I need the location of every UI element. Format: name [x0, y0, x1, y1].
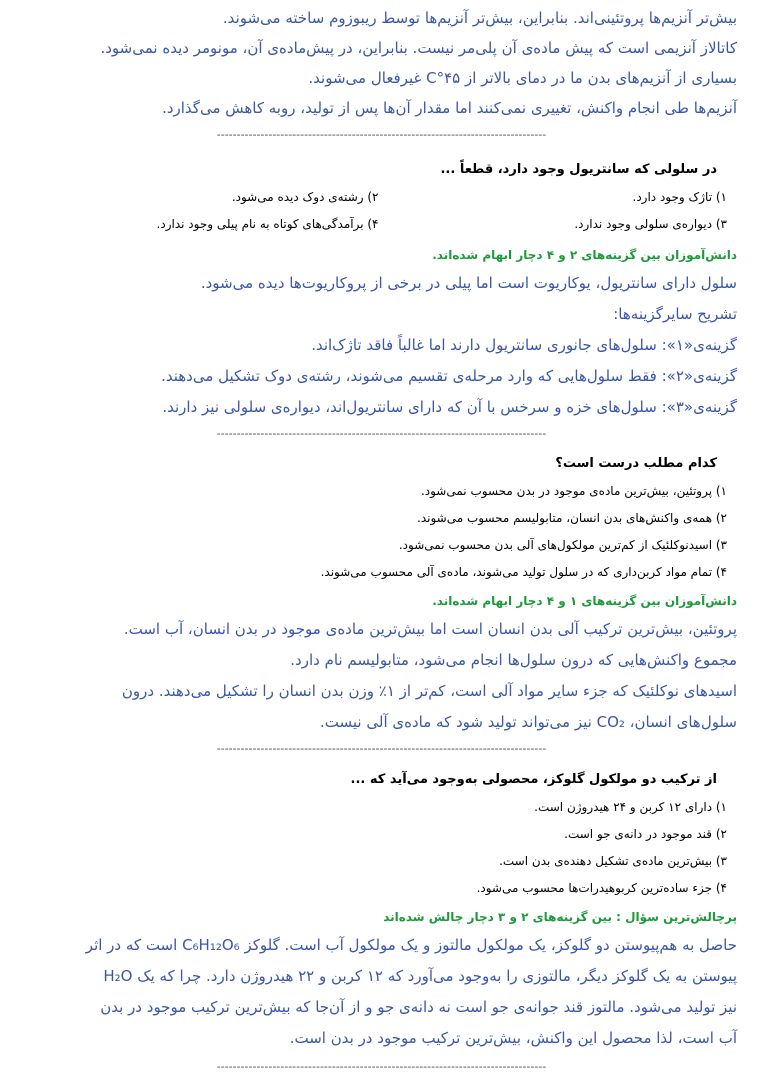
explanation-line: سلول دارای سانتریول، یوکاریوت است اما پیلی در برخی از پروکاریوت‌ها دیده می‌شود. [200, 274, 737, 292]
separator: ----------------------------------------------------------------------------------- [216, 1060, 547, 1073]
explanation-line: حاصل به هم‌پیوستن دو گلوکز، یک مولکول مالتوز و یک مولکول آب است. گلوکز C₆H₁₂O₆ است که در اثر [85, 936, 737, 954]
option-item: ۱) دارای ۱۲ کربن و ۲۴ هیدروژن است. [534, 800, 727, 814]
options-list [30, 794, 737, 902]
intro-line: کاتالاز آنزیمی است که پیش ماده‌ی آن پلی‌مر نیست. بنابراین، در پیش‌ماده‌ی آن، مونومر دیده نمی‌شود. [100, 39, 737, 57]
intro-line: بیش‌تر آنزیم‌ها پروتئینی‌اند. بنابراین، بیش‌تر آنزیم‌ها توسط ریبوزوم ساخته می‌شوند. [222, 9, 737, 27]
explanation-line: آب است، لذا محصول این واکنش، بیش‌ترین ترکیب موجود در بدن است. [289, 1029, 737, 1047]
question-3 [30, 768, 737, 1054]
intro-line: آنزیم‌ها طی انجام واکنش، تغییری نمی‌کنند اما مقدار آن‌ها پس از تولید، روبه کاهش می‌گذارد. [162, 99, 737, 117]
options-grid [30, 184, 737, 238]
question-text: در سلولی که سانتریول وجود دارد، قطعاً ... [440, 162, 717, 177]
explanation-line: پروتئین، بیش‌ترین ترکیب آلی بدن انسان است اما بیش‌ترین ماده‌ی موجود در بدن انسان، آب است. [123, 620, 737, 638]
explanation-line: نیز تولید می‌شود. مالتوز قند جوانه‌ی جو است نه دانه‌ی جو و از آن‌جا که بیش‌ترین ترکیب موجود در بدن [100, 998, 737, 1016]
option-item: ۲) رشته‌ی دوک دیده می‌شود. [231, 190, 379, 204]
explanation-line: سلول‌های انسان، CO₂ نیز می‌تواند تولید شود که ماده‌ی آلی نیست. [320, 713, 737, 731]
question-text: از ترکیب دو مولکول گلوکز، محصولی به‌وجود می‌آید که ... [350, 772, 717, 787]
explanation-line: گزینه‌ی«۱»: سلول‌های جانوری سانتریول دارند اما غالباً فاقد تاژک‌اند. [311, 336, 737, 354]
option-item: ۳) دیواره‌ی سلولی وجود ندارد. [574, 217, 727, 231]
separator: ----------------------------------------------------------------------------------- [216, 742, 547, 755]
ambiguity-note: دانش‌آموزان بین گزینه‌های ۲ و ۴ دچار ابهام شده‌اند. [432, 248, 737, 262]
separator: ----------------------------------------------------------------------------------- [216, 128, 547, 141]
explanation-line: تشریح سایرگزینه‌ها: [613, 305, 737, 323]
challenge-note: پرچالش‌ترین سؤال : بین گزینه‌های ۲ و ۳ دچار چالش شده‌اند [383, 910, 737, 924]
explanation-line: اسیدهای نوکلئیک که جزء سایر مواد آلی است، کم‌تر از ۱٪ وزن بدن انسان را تشکیل می‌دهند. درون [121, 682, 737, 700]
option-item: ۳) بیش‌ترین ماده‌ی تشکیل دهنده‌ی بدن است. [499, 854, 727, 868]
question-text: کدام مطلب درست است؟ [555, 456, 717, 471]
option-item: ۱) تاژک وجود دارد. [632, 190, 727, 204]
option-item: ۴) تمام مواد کربن‌داری که در سلول تولید می‌شوند، ماده‌ی آلی محسوب می‌شوند. [320, 565, 727, 579]
options-list [30, 478, 737, 586]
explanation-line: مجموع واکنش‌هایی که درون سلول‌ها انجام می‌شود، متابولیسم نام دارد. [290, 651, 737, 669]
intro-block [30, 3, 737, 123]
explanation-line: گزینه‌ی«۳»: سلول‌های خزه و سرخس با آن که دارای سانتریول‌اند، دیواره‌ی سلولی نیز دارند. [162, 398, 737, 416]
separator: ----------------------------------------------------------------------------------- [216, 427, 547, 440]
option-item: ۳) اسیدنوکلئیک از کم‌ترین مولکول‌های آلی بدن محسوب نمی‌شود. [398, 538, 727, 552]
intro-line: بسیاری از آنزیم‌های بدن ما در دمای بالاتر از ۴۵°C غیرفعال می‌شوند. [308, 69, 737, 87]
option-item: ۴) برآمدگی‌های کوتاه به نام پیلی وجود ندارد. [156, 217, 379, 231]
explanation-line: گزینه‌ی«۲»: فقط سلول‌هایی که وارد مرحله‌ی تقسیم می‌شوند، رشته‌ی دوک تشکیل می‌دهند. [161, 367, 737, 385]
option-item: ۱) پروتئین، بیش‌ترین ماده‌ی موجود در بدن محسوب نمی‌شود. [420, 484, 727, 498]
explanation-line: پیوستن به یک گلوکز دیگر، مالتوزی را به‌وجود می‌آورد که ۱۲ کربن و ۲۲ هیدروژن دارد. چرا که یک H₂O [103, 967, 737, 985]
option-item: ۲) قند موجود در دانه‌ی جو است. [564, 827, 727, 841]
question-1 [30, 158, 737, 423]
option-item: ۴) جزء ساده‌ترین کربوهیدرات‌ها محسوب می‌شود. [476, 881, 727, 895]
option-item: ۲) همه‌ی واکنش‌های بدن انسان، متابولیسم محسوب می‌شوند. [417, 511, 727, 525]
question-2 [30, 452, 737, 738]
ambiguity-note: دانش‌آموزان بین گزینه‌های ۱ و ۴ دچار ابهام شده‌اند. [432, 594, 737, 608]
